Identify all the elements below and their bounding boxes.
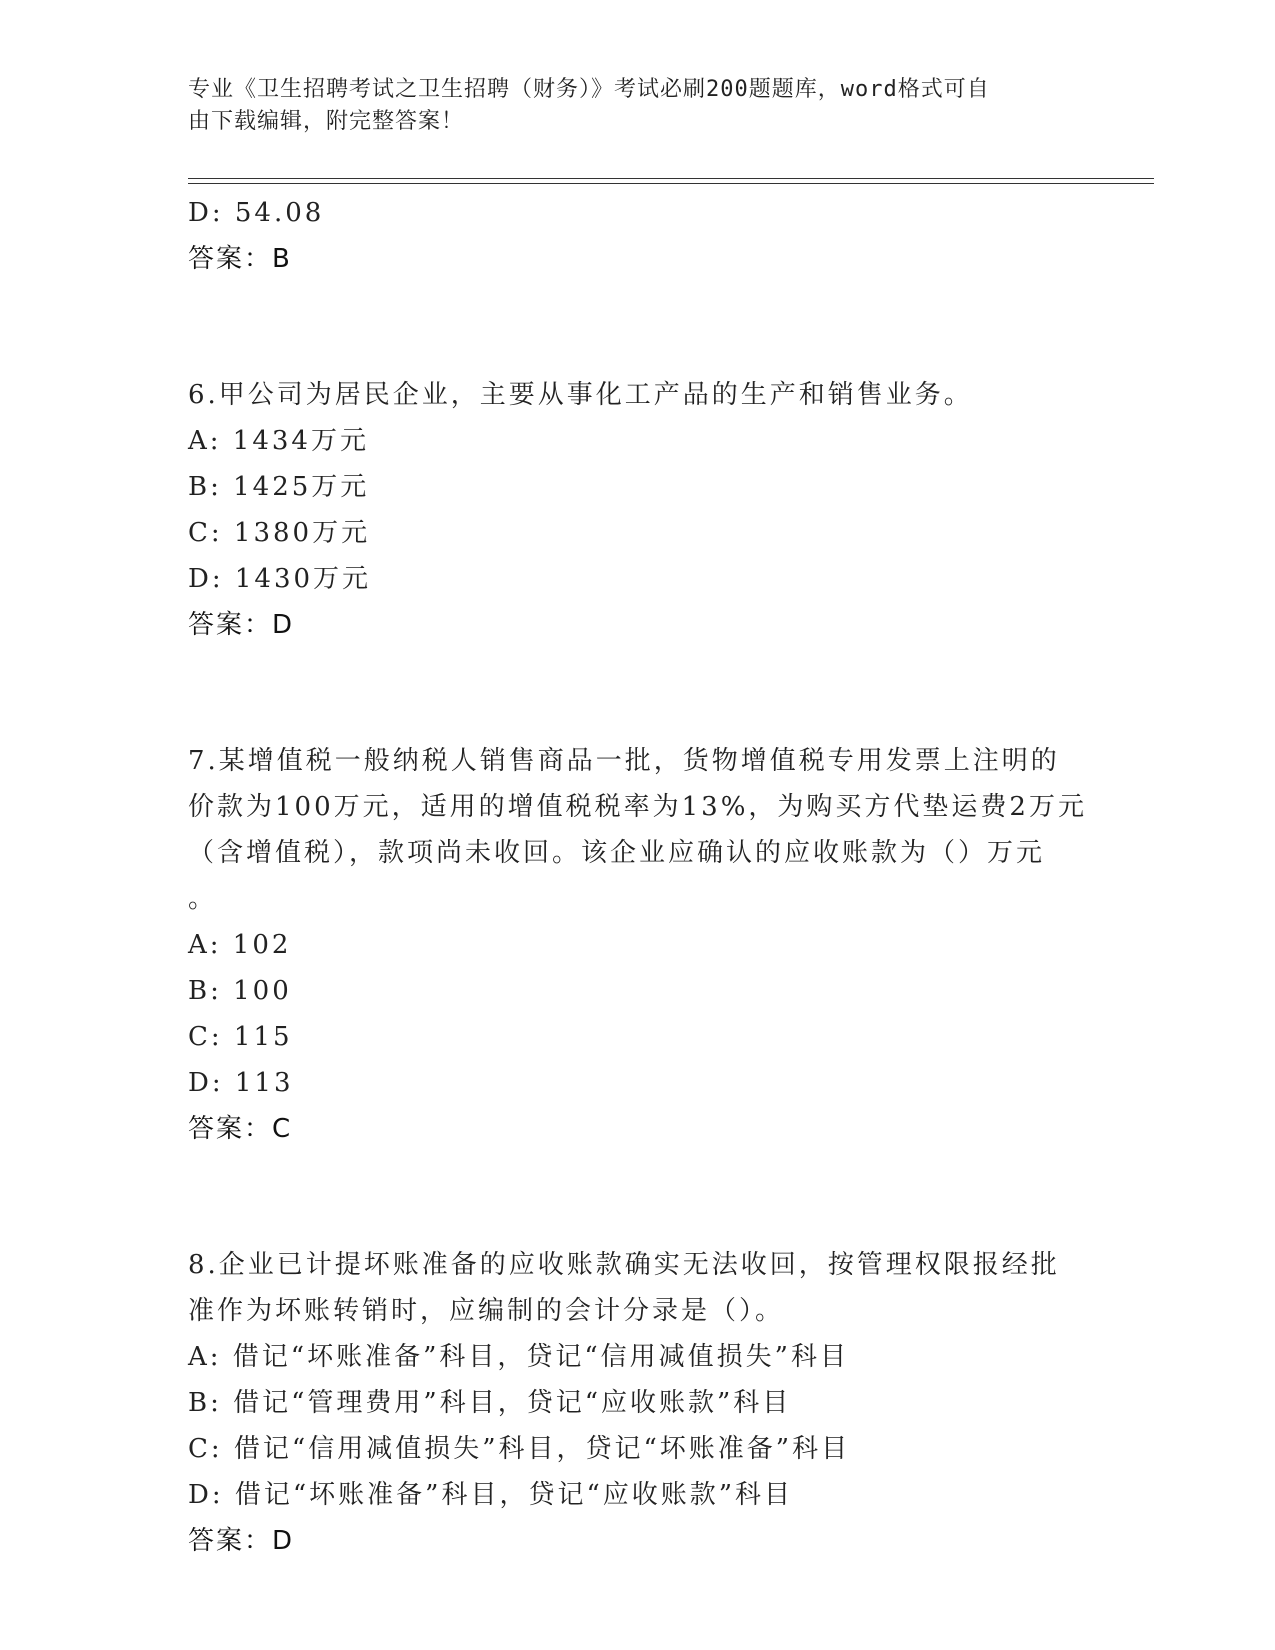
question-stem-line: 价款为100万元，适用的增值税税率为13%，为购买方代垫运费2万元 — [188, 792, 1087, 822]
spacer — [188, 1152, 1088, 1242]
spacer — [188, 648, 1088, 738]
spacer — [188, 282, 1088, 372]
answer: 答案：D — [188, 610, 295, 640]
option-d: D: 1430万元 — [188, 564, 372, 594]
option-c: C: 1380万元 — [188, 518, 371, 548]
header-line-2: 由下载编辑，附完整答案！ — [188, 109, 465, 134]
question-7 — [188, 738, 1088, 1152]
question-stem-line: （含增值税），款项尚未收回。该企业应确认的应收账款为（）万元 — [188, 838, 1046, 868]
option-b: B: 借记“管理费用”科目，贷记“应收账款”科目 — [188, 1388, 792, 1418]
header-divider-bottom — [188, 183, 1154, 184]
option-b: B: 1425万元 — [188, 472, 370, 502]
option-c: C: 借记“信用减值损失”科目，贷记“坏账准备”科目 — [188, 1434, 851, 1464]
question-8 — [188, 1242, 1088, 1564]
question-stem-line: 7.某增值税一般纳税人销售商品一批，货物增值税专用发票上注明的 — [188, 746, 1060, 776]
question-stem-line: 8.企业已计提坏账准备的应收账款确实无法收回，按管理权限报经批 — [188, 1250, 1060, 1280]
option-d: D: 113 — [188, 1068, 294, 1098]
question-stem: 6.甲公司为居民企业，主要从事化工产品的生产和销售业务。 — [188, 380, 973, 410]
option-a: A: 102 — [188, 930, 292, 960]
option-d: D: 借记“坏账准备”科目，贷记“应收账款”科目 — [188, 1480, 794, 1510]
answer: 答案：B — [188, 244, 292, 274]
option-a: A: 1434万元 — [188, 426, 369, 456]
question-stem-line: 准作为坏账转销时，应编制的会计分录是（）。 — [188, 1296, 785, 1326]
answer: 答案：C — [188, 1114, 293, 1144]
page-header — [188, 74, 1068, 138]
option-a: A: 借记“坏账准备”科目，贷记“信用减值损失”科目 — [188, 1342, 849, 1372]
question-list — [188, 190, 1088, 1564]
question-5-tail — [188, 190, 1088, 282]
option-b: B: 100 — [188, 976, 292, 1006]
header-line-1: 专业《卫生招聘考试之卫生招聘（财务）》考试必刷200题题库，word格式可自 — [188, 77, 990, 102]
option-d: D: 54.08 — [188, 198, 325, 228]
answer: 答案：D — [188, 1526, 295, 1556]
question-6 — [188, 372, 1088, 648]
header-divider-top — [188, 178, 1154, 179]
question-stem-line: 。 — [188, 884, 218, 914]
option-c: C: 115 — [188, 1022, 293, 1052]
